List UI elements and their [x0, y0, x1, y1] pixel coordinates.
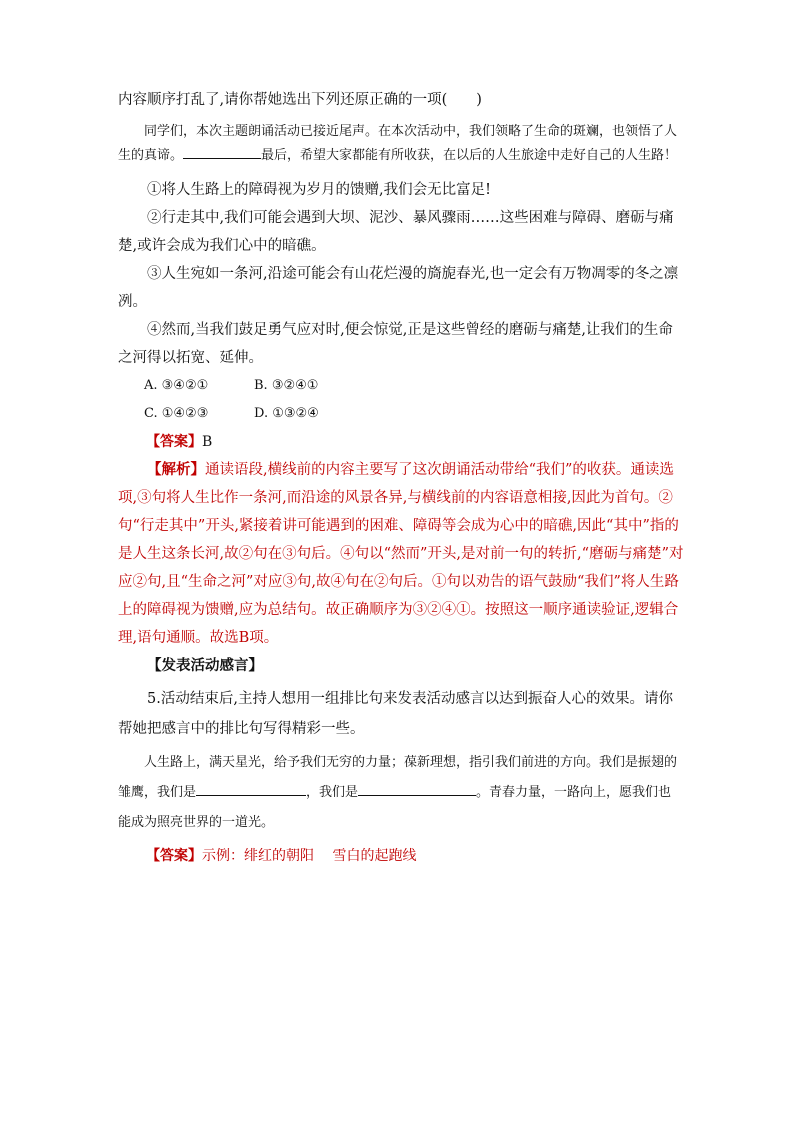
option-b: B. ③②④① [254, 378, 319, 393]
speech-part3: 。青春力量，一路向上，愿我们也能成为照亮世界的一道光。 [118, 785, 672, 830]
analysis [118, 456, 684, 652]
analysis-tag: 【解析】 [147, 461, 205, 478]
option-c: C. ①④②③ [144, 406, 209, 421]
answer-1 [118, 428, 684, 456]
options-row-1 [144, 372, 684, 400]
speech-part1: 人生路上，满天星光，给予我们无穷的力量；葆新理想，指引我们前进的方向。我们是振翅的雏鹰，我们是 [118, 755, 678, 800]
document-page [118, 88, 684, 870]
options-row-2 [144, 400, 684, 428]
passage-part2: 最后，希望大家都能有所收获，在以后的人生旅途中走好自己的人生路！ [261, 148, 678, 163]
passage-blank [183, 146, 261, 159]
section-title: 【发表活动感言】 [147, 657, 263, 674]
sentence-2: ②行走其中,我们可能会遇到大坝、泥沙、暴风骤雨……这些困难与障碍、磨砺与痛楚,或许会成为我们心中的暗礁。 [118, 210, 674, 254]
speech [118, 748, 684, 838]
passage [118, 120, 684, 168]
analysis-text: 通读语段,横线前的内容主要写了这次朗诵活动带给“我们”的收获。通读选项,③句将人生比作一条河,而沿途的风景各异,与横线前的内容语意相接,因此为首句。②句“行走其中”开头,紧接着讲可能遇到的困难、障碍等会成为心中的暗礁,因此“其中”指的是人生这条长河,故②句在③句后。④句以“然而”开头,是对前一句的转折,“磨砺与痛楚”对应②句,且“生命之河”对应③句,故④句在②句后。①句以劝告的语气鼓励“我们”将人生路上的障碍视为馈赠,应为总结句。故正确顺序为③②④①。按照这一顺序通读验证,逻辑合理,语句通顺。故选B项。 [118, 462, 684, 646]
sentence-1: ①将人生路上的障碍视为岁月的馈赠,我们会无比富足! [147, 182, 491, 198]
sentence-4: ④然而,当我们鼓足勇气应对时,便会惊觉,正是这些曾经的磨砺与痛楚,让我们的生命之河得以拓宽、延伸。 [118, 322, 673, 366]
sentence-3: ③人生宛如一条河,沿途可能会有山花烂漫的旖旎春光,也一定会有万物凋零的冬之凛冽。 [118, 266, 679, 310]
option-d: D. ①③②④ [254, 406, 319, 421]
passage-part1: 同学们，本次主题朗诵活动已接近尾声。在本次活动中，我们领略了生命的斑斓，也领悟了人生的真谛。 [118, 124, 678, 163]
question-5: 5.活动结束后,主持人想用一组排比句来发表活动感言以达到振奋人心的效果。请你帮她把感言中的排比句写得精彩一些。 [118, 691, 673, 737]
speech-part2: ，我们是 [306, 785, 359, 800]
answer-1-tag: 【答案】 [146, 434, 202, 450]
answer-2 [118, 842, 684, 870]
speech-blank-2 [358, 783, 476, 796]
answer-1-value: B [202, 434, 213, 450]
speech-blank-1 [196, 783, 306, 796]
answer-2-tag: 【答案】 [146, 848, 202, 864]
option-a: A. ③④②① [144, 378, 209, 393]
question-intro: 内容顺序打乱了,请你帮她选出下列还原正确的一项( ) [118, 92, 482, 108]
answer-2-value: 示例：绯红的朝阳 雪白的起跑线 [202, 848, 417, 864]
